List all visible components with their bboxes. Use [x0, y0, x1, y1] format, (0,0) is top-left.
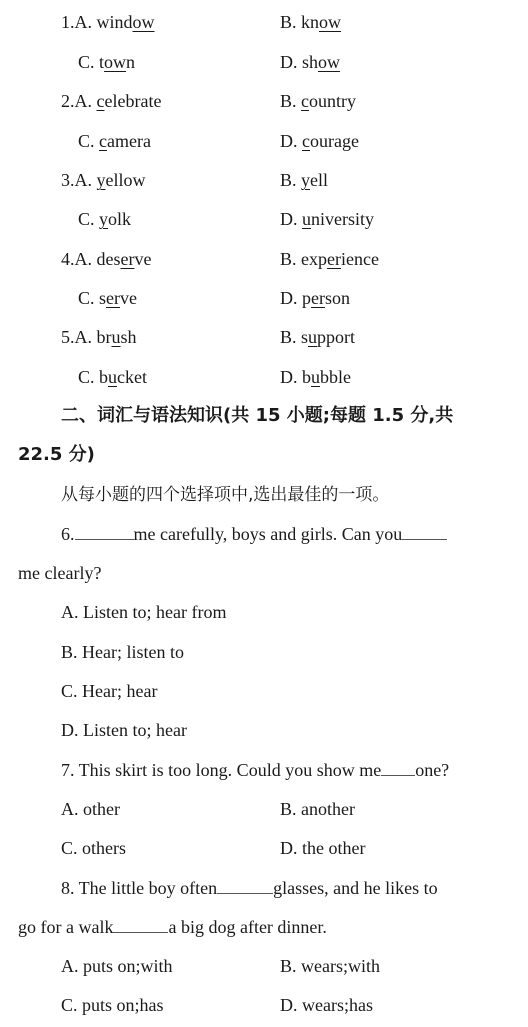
question-6-option-c: C. Hear; hear: [61, 681, 158, 701]
question-text: go for a walk: [18, 917, 114, 937]
option-text: ellow: [105, 170, 146, 190]
question-6-option-d: D. Listen to; hear: [61, 720, 187, 740]
underlined-letters: y: [99, 209, 109, 229]
option-1c: [78, 51, 135, 73]
option-text: C. b: [78, 367, 109, 387]
underlined-letters: u: [302, 209, 311, 229]
option-text: ve: [120, 288, 137, 308]
underlined-letters: c: [96, 91, 105, 111]
option-2d: [280, 130, 359, 152]
underlined-letters: er: [311, 288, 325, 308]
option-text: A. des: [74, 249, 121, 269]
answer-blank: [381, 759, 415, 776]
option-5d: [280, 366, 351, 388]
option-text: niversity: [311, 209, 374, 229]
question-6-option-a: A. Listen to; hear from: [61, 602, 227, 622]
section-heading: 二、词汇与语法知识(共 15 小题;每题 1.5 分,共: [61, 405, 454, 426]
option-text: ountry: [309, 91, 357, 111]
question-number: 6.: [61, 524, 75, 544]
question-text: one?: [415, 760, 450, 780]
underlined-letters: ow: [318, 52, 341, 72]
option-2c: [78, 130, 151, 152]
question-6-stem-continued: me clearly?: [18, 563, 102, 583]
option-3d: [280, 208, 374, 230]
underlined-letters: u: [311, 367, 320, 387]
underlined-letters: c: [302, 131, 310, 151]
question-8-option-a: A. puts on;with: [61, 956, 173, 976]
question-text: glasses, and he likes to: [273, 878, 438, 898]
option-text: ell: [310, 170, 329, 190]
question-number: 3.: [61, 170, 75, 190]
question-8-option-b: B. wears;with: [280, 956, 380, 976]
option-text: pport: [317, 327, 356, 347]
question-6-stem: [61, 523, 447, 545]
underlined-letters: u: [308, 327, 318, 347]
question-text: 7. This skirt is too long. Could you show me: [61, 760, 382, 780]
underlined-letters: y: [96, 170, 106, 190]
answer-blank: [113, 916, 168, 933]
option-text: amera: [107, 131, 151, 151]
option-text: son: [324, 288, 350, 308]
option-3a: [61, 169, 146, 191]
option-5a: [61, 326, 137, 348]
option-1d: [280, 51, 340, 73]
option-text: sh: [120, 327, 137, 347]
question-text: me carefully, boys and girls. Can you: [133, 524, 403, 544]
section-instruction: 从每小题的四个选择项中,选出最佳的一项。: [61, 485, 390, 505]
option-3b: [280, 169, 328, 191]
underlined-letters: ow: [319, 12, 342, 32]
question-6-option-b: B. Hear; listen to: [61, 642, 184, 662]
option-text: A. br: [74, 327, 112, 347]
option-text: A. wind: [74, 12, 133, 32]
option-2b: [280, 90, 356, 112]
question-number: 1.: [61, 12, 75, 32]
option-4a: [61, 248, 151, 270]
underlined-letters: er: [106, 288, 120, 308]
question-8-option-d: D. wears;has: [280, 995, 373, 1015]
question-8-stem: [61, 877, 438, 899]
option-text: B.: [280, 170, 302, 190]
question-number: 5.: [61, 327, 75, 347]
option-text: ience: [340, 249, 379, 269]
option-1a: [61, 11, 155, 33]
question-7-option-b: B. another: [280, 799, 355, 819]
option-text: olk: [108, 209, 132, 229]
underlined-letters: c: [301, 91, 310, 111]
underlined-letters: u: [108, 367, 118, 387]
option-2a: [61, 90, 161, 112]
question-number: 4.: [61, 249, 75, 269]
underlined-letters: ow: [132, 12, 155, 32]
answer-blank: [75, 523, 134, 540]
underlined-letters: c: [99, 131, 108, 151]
underlined-letters: ow: [104, 52, 127, 72]
option-5c: [78, 366, 147, 388]
question-7-stem: [61, 759, 449, 781]
option-text: C.: [78, 131, 100, 151]
option-text: C. t: [78, 52, 105, 72]
option-text: B. s: [280, 327, 309, 347]
option-text: D.: [280, 209, 302, 229]
option-1b: [280, 11, 341, 33]
option-text: A.: [74, 170, 97, 190]
underlined-letters: er: [120, 249, 135, 269]
question-text: a big dog after dinner.: [168, 917, 327, 937]
option-text: elebrate: [104, 91, 162, 111]
question-text: 8. The little boy often: [61, 878, 218, 898]
option-text: n: [126, 52, 136, 72]
option-text: C. s: [78, 288, 107, 308]
option-text: C.: [78, 209, 100, 229]
option-text: D. sh: [280, 52, 319, 72]
option-text: A.: [74, 91, 97, 111]
underlined-letters: y: [301, 170, 311, 190]
answer-blank: [402, 523, 447, 540]
option-text: B. kn: [280, 12, 320, 32]
section-heading-continued: 22.5 分): [18, 444, 95, 465]
option-text: B. exp: [280, 249, 327, 269]
question-number: 2.: [61, 91, 75, 111]
option-text: ourage: [310, 131, 359, 151]
question-7-option-c: C. others: [61, 838, 126, 858]
option-text: ve: [134, 249, 152, 269]
option-text: bble: [320, 367, 351, 387]
question-8-option-c: C. puts on;has: [61, 995, 164, 1015]
option-4c: [78, 287, 137, 309]
answer-blank: [217, 877, 273, 894]
option-4b: [280, 248, 379, 270]
underlined-letters: u: [111, 327, 121, 347]
question-7-option-a: A. other: [61, 799, 120, 819]
underlined-letters: er: [327, 249, 341, 269]
option-text: B.: [280, 91, 302, 111]
option-5b: [280, 326, 355, 348]
option-4d: [280, 287, 350, 309]
question-8-stem-continued: [18, 916, 327, 938]
option-3c: [78, 208, 131, 230]
option-text: D.: [280, 131, 302, 151]
question-7-option-d: D. the other: [280, 838, 366, 858]
option-text: D. p: [280, 288, 311, 308]
option-text: D. b: [280, 367, 311, 387]
option-text: cket: [117, 367, 147, 387]
